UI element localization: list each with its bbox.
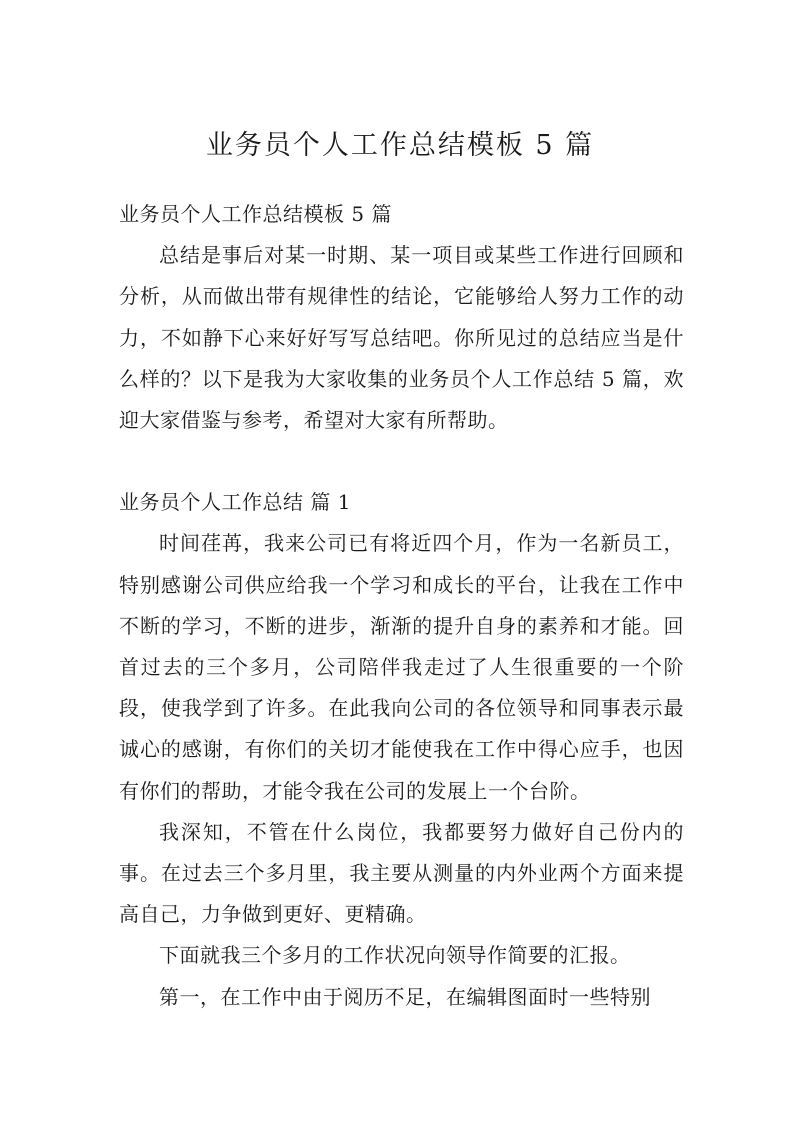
document-body bbox=[119, 194, 684, 1018]
body-paragraph: 下面就我三个多月的工作状况向领导作简要的汇报。 bbox=[159, 943, 631, 968]
body-paragraph: 第一，在工作中由于阅历不足，在编辑图面时一些特别 bbox=[159, 984, 651, 1009]
section-heading: 业务员个人工作总结 篇 1 bbox=[119, 490, 351, 515]
intro-paragraph: 总结是事后对某一时期、某一项目或某些工作进行回顾和分析，从而做出带有规律性的结论，它能够给人努力工作的动力，不如静下心来好好写写总结吧。你所见过的总结应当是什么样的？以下是我为大家收集的业务员个人工作总结 5 篇，欢迎大家借鉴与参考，希望对大家有所帮助。 bbox=[119, 243, 684, 433]
section-spacer bbox=[119, 441, 684, 482]
document-title: 业务员个人工作总结模板 5 篇 bbox=[205, 130, 595, 161]
body-paragraph: 时间荏苒，我来公司已有将近四个月，作为一名新员工，特别感谢公司供应给我一个学习和成长的平台，让我在工作中不断的学习，不断的进步，渐渐的提升自身的素养和才能。回首过去的三个多月，公司陪伴我走过了人生很重要的一个阶段，使我学到了许多。在此我向公司的各位领导和同事表示最诚心的感谢，有你们的关切才能使我在工作中得心应手，也因有你们的帮助，才能令我在公司的发展上一个台阶。 bbox=[119, 531, 684, 803]
document-subtitle: 业务员个人工作总结模板 5 篇 bbox=[119, 202, 392, 226]
body-paragraph: 我深知，不管在什么岗位，我都要努力做好自己份内的事。在过去三个多月里，我主要从测量的内外业两个方面来提高自己，力争做到更好、更精确。 bbox=[119, 819, 684, 927]
